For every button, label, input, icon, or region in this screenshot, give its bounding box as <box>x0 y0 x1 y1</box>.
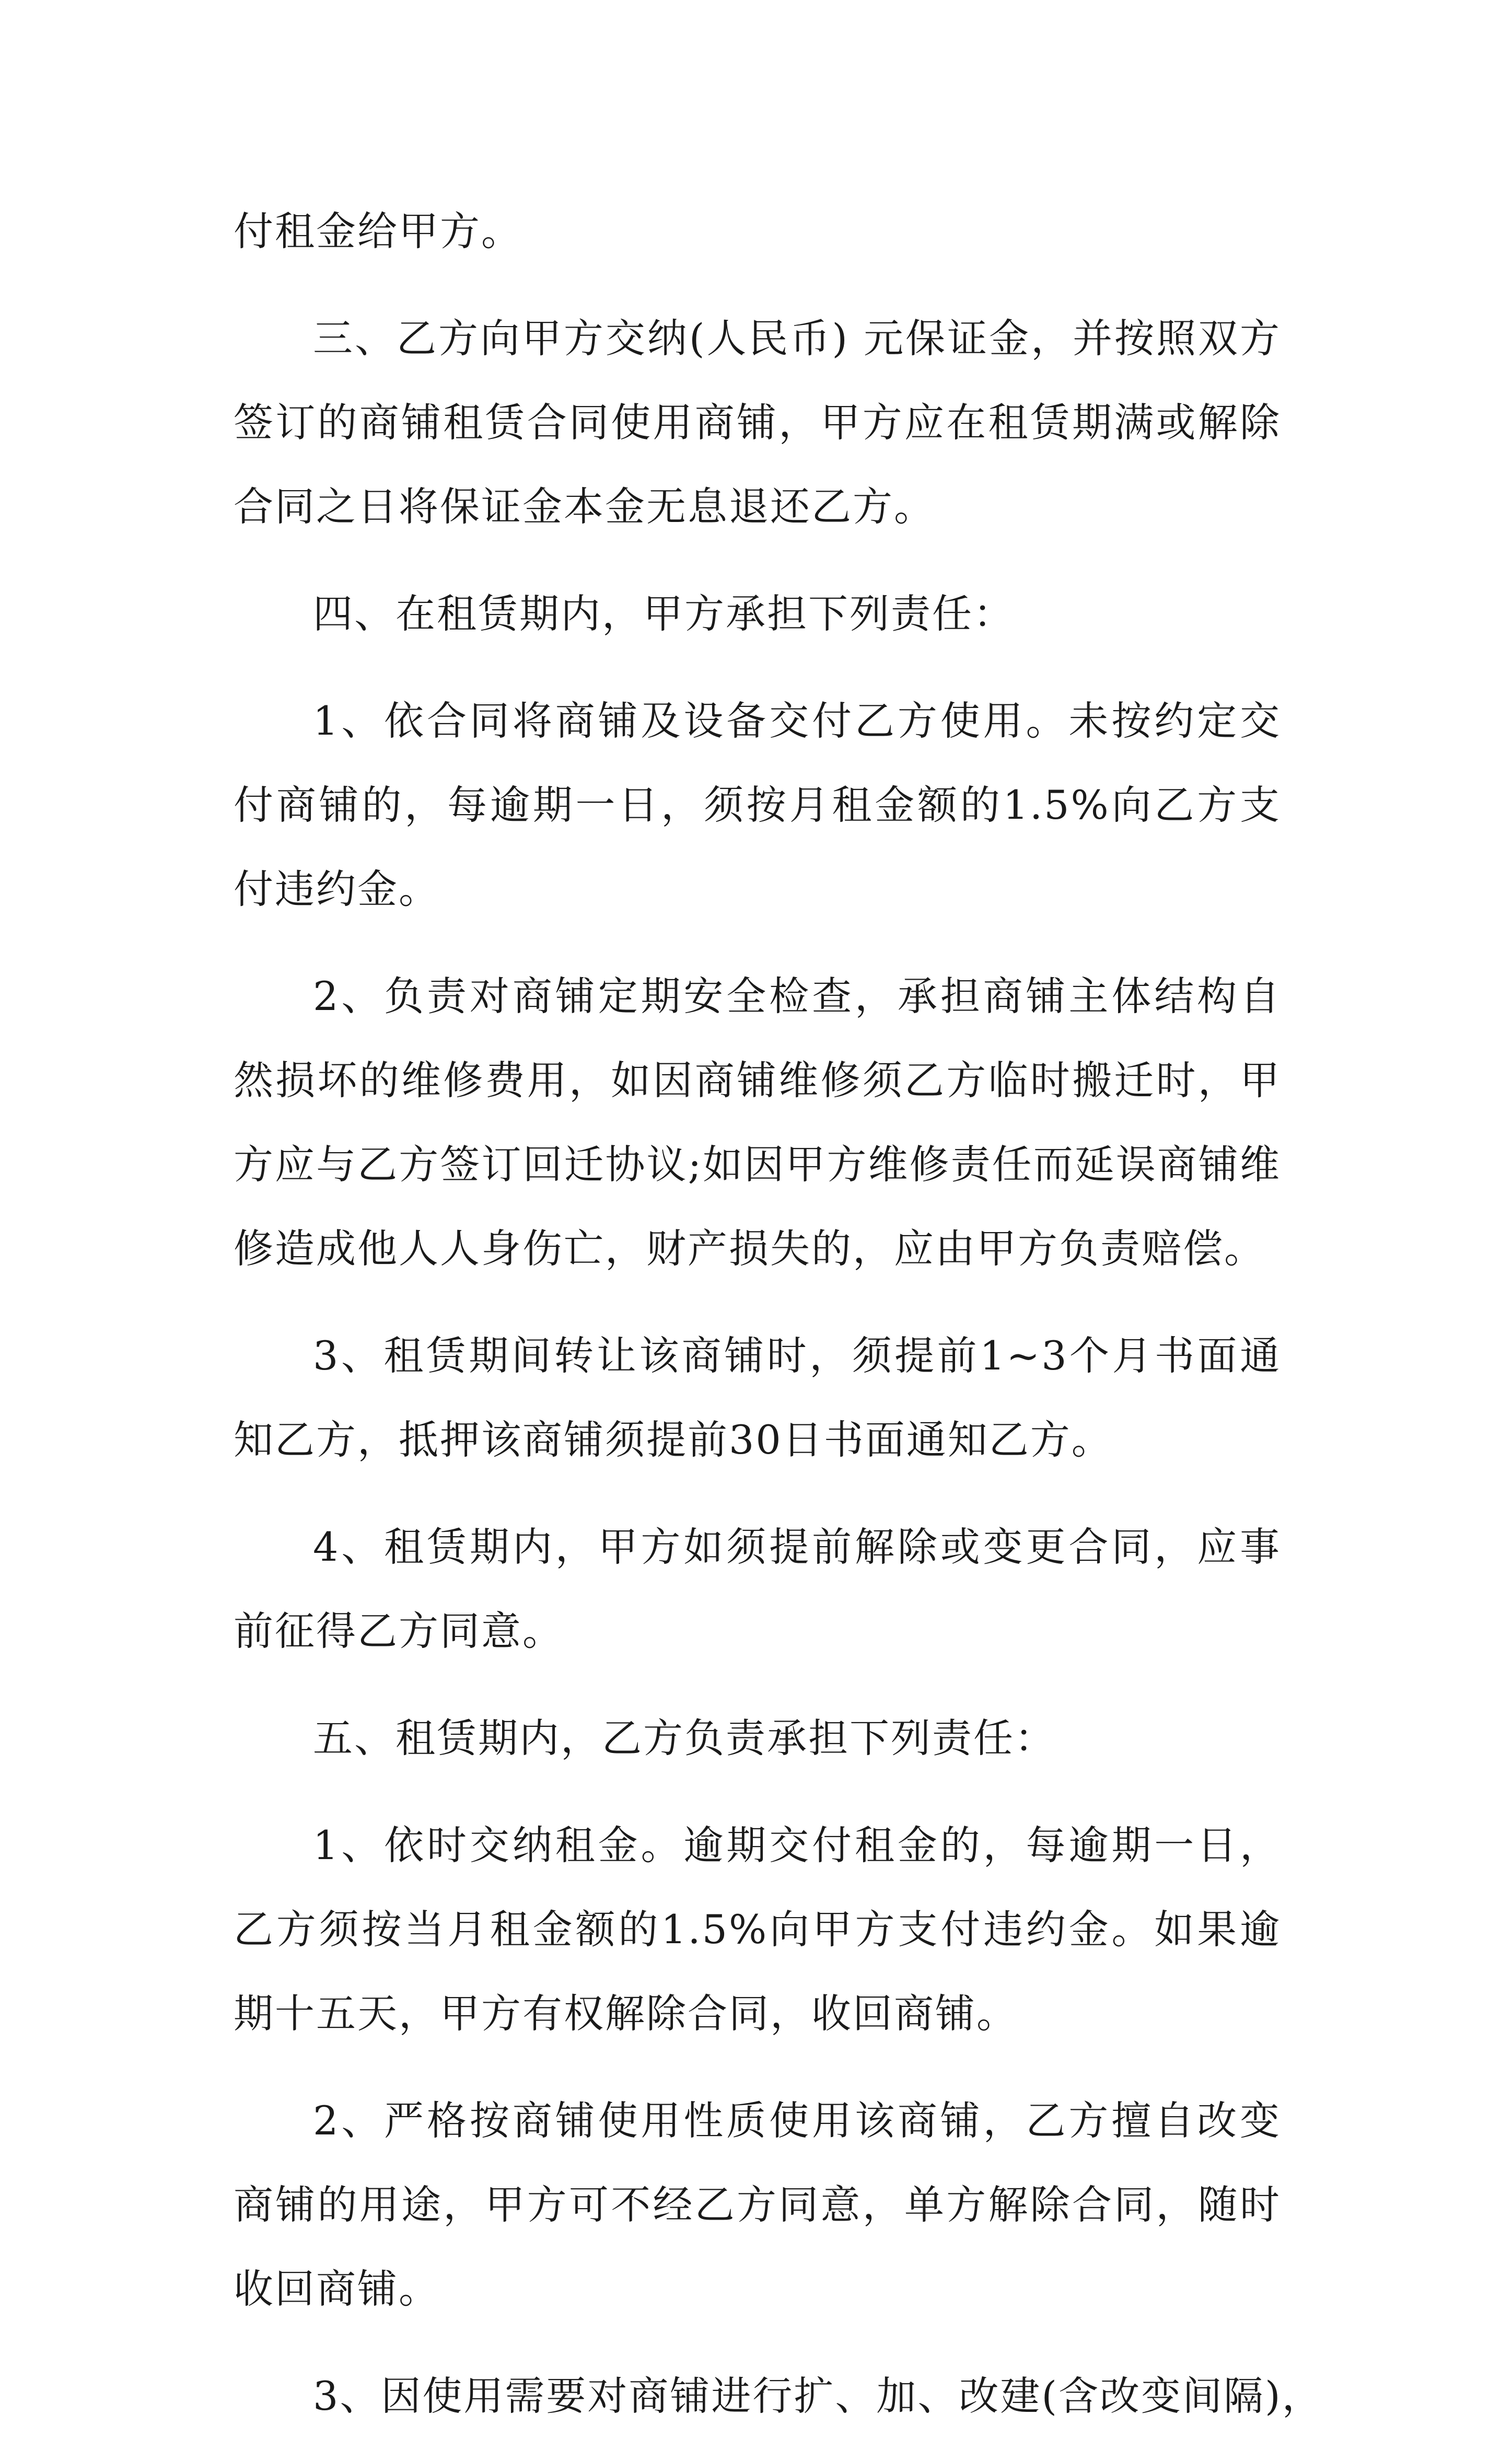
clause-5-item-1: 1、依时交纳租金。逾期交付租金的，每逾期一日，乙方须按当月租金额的1.5%向甲方支付违约金。如果逾期十五天，甲方有权解除合同，收回商铺。 <box>234 1822 1281 2037</box>
clause-4-item-3: 3、租赁期间转让该商铺时，须提前1~3个月书面通知乙方，抵押该商铺须提前30日书面通知乙方。 <box>234 1332 1281 1463</box>
clause-4-item-2: 2、负责对商铺定期安全检查，承担商铺主体结构自然损坏的维修费用，如因商铺维修须乙方临时搬迁时，甲方应与乙方签订回迁协议;如因甲方维修责任而延误商铺维修造成他人人身伤亡，财产损失的，应由甲方负责赔偿。 <box>234 973 1281 1272</box>
clause-3-deposit: 三、乙方向甲方交纳(人民币) 元保证金，并按照双方签订的商铺租赁合同使用商铺，甲方应在租赁期满或解除合同之日将保证金本金无息退还乙方。 <box>234 315 1281 530</box>
clause-4-item-1: 1、依合同将商铺及设备交付乙方使用。未按约定交付商铺的，每逾期一日，须按月租金额的1.5%向乙方支付违约金。 <box>234 698 1281 912</box>
clause-5-heading: 五、租赁期内，乙方负责承担下列责任： <box>313 1715 1056 1761</box>
clause-4-item-4: 4、租赁期内，甲方如须提前解除或变更合同，应事前征得乙方同意。 <box>234 1524 1281 1654</box>
clause-5-item-2: 2、严格按商铺使用性质使用该商铺，乙方擅自改变商铺的用途，甲方可不经乙方同意，单方解除合同，随时收回商铺。 <box>234 2097 1281 2312</box>
clause-4-heading: 四、在租赁期内，甲方承担下列责任： <box>313 590 1015 637</box>
clause-5-item-3: 3、因使用需要对商铺进行扩、加、改建(含改变间隔)， <box>313 2373 1323 2419</box>
paragraph-continuation: 付租金给甲方。 <box>234 208 522 254</box>
document-body <box>234 189 1323 2438</box>
